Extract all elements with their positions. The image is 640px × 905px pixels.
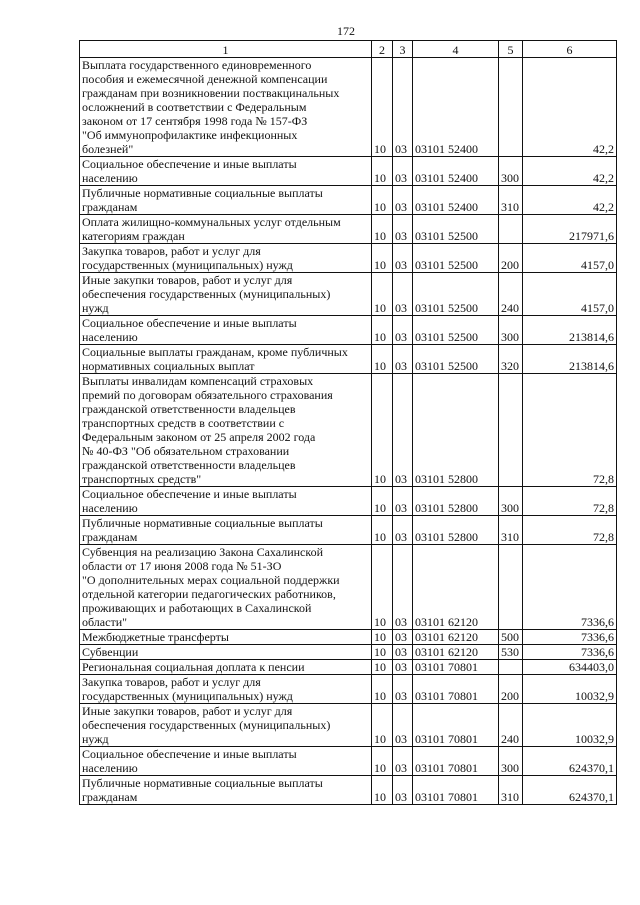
row-subsection: 03 [393, 545, 413, 630]
row-section: 10 [372, 516, 393, 545]
row-name: Социальное обеспечение и иные выплаты населению [80, 487, 372, 516]
row-subsection: 03 [393, 776, 413, 805]
row-name: Публичные нормативные социальные выплаты гражданам [80, 516, 372, 545]
row-subsection: 03 [393, 374, 413, 487]
row-expense-type: 300 [499, 487, 523, 516]
row-amount: 634403,0 [523, 660, 617, 675]
row-section: 10 [372, 660, 393, 675]
row-expense-type [499, 215, 523, 244]
row-expense-type [499, 660, 523, 675]
column-header-expense-type: 5 [499, 41, 523, 58]
row-expense-type: 320 [499, 345, 523, 374]
row-name: Региональная социальная доплата к пенсии [80, 660, 372, 675]
row-expense-type: 310 [499, 516, 523, 545]
row-target-article: 03101 52400 [413, 157, 499, 186]
row-subsection: 03 [393, 345, 413, 374]
row-target-article: 03101 52800 [413, 487, 499, 516]
row-amount: 10032,9 [523, 704, 617, 747]
budget-table [79, 40, 617, 805]
row-target-article: 03101 52500 [413, 215, 499, 244]
column-header-section: 2 [372, 41, 393, 58]
row-expense-type: 200 [499, 675, 523, 704]
row-name: Субвенции [80, 645, 372, 660]
row-name: Социальное обеспечение и иные выплаты населению [80, 157, 372, 186]
table-row [80, 186, 617, 215]
row-name: Выплата государственного единовременного пособия и ежемесячной денежной компенсации гражданам при возникновении поствакцинальных осложнений в соответствии с Федеральным законом от 17 сентября 1998 года № 157-ФЗ "Об иммунопрофилактике инфекционных болезней" [80, 58, 372, 157]
row-subsection: 03 [393, 747, 413, 776]
row-expense-type: 200 [499, 244, 523, 273]
row-subsection: 03 [393, 660, 413, 675]
table-row [80, 645, 617, 660]
row-section: 10 [372, 58, 393, 157]
row-target-article: 03101 70801 [413, 675, 499, 704]
row-section: 10 [372, 273, 393, 316]
table-row [80, 630, 617, 645]
row-expense-type: 310 [499, 776, 523, 805]
row-target-article: 03101 52400 [413, 186, 499, 215]
row-name: Выплаты инвалидам компенсаций страховых премий по договорам обязательного страхования гражданской ответственности владельцев транспортных средств в соответствии с Федеральным законом от 25 апреля 2002 года № 40-ФЗ "Об обязательном страховании гражданской ответственности владельцев транспортных средств" [80, 374, 372, 487]
row-amount: 72,8 [523, 516, 617, 545]
row-expense-type [499, 374, 523, 487]
row-amount: 10032,9 [523, 675, 617, 704]
row-expense-type: 530 [499, 645, 523, 660]
row-section: 10 [372, 747, 393, 776]
row-subsection: 03 [393, 645, 413, 660]
table-row [80, 487, 617, 516]
table-row [80, 374, 617, 487]
row-subsection: 03 [393, 630, 413, 645]
row-name: Межбюджетные трансферты [80, 630, 372, 645]
row-subsection: 03 [393, 58, 413, 157]
row-target-article: 03101 52400 [413, 58, 499, 157]
page-number: 172 [337, 24, 355, 38]
row-subsection: 03 [393, 215, 413, 244]
column-header-name: 1 [80, 41, 372, 58]
row-expense-type: 300 [499, 316, 523, 345]
row-subsection: 03 [393, 244, 413, 273]
row-target-article: 03101 62120 [413, 645, 499, 660]
row-subsection: 03 [393, 273, 413, 316]
row-target-article: 03101 62120 [413, 630, 499, 645]
table-row [80, 244, 617, 273]
row-amount: 7336,6 [523, 545, 617, 630]
row-section: 10 [372, 630, 393, 645]
table-row [80, 660, 617, 675]
row-section: 10 [372, 675, 393, 704]
row-expense-type: 240 [499, 704, 523, 747]
table-row [80, 704, 617, 747]
row-expense-type: 300 [499, 747, 523, 776]
row-amount: 42,2 [523, 58, 617, 157]
row-target-article: 03101 52500 [413, 345, 499, 374]
row-amount: 624370,1 [523, 747, 617, 776]
row-name: Иные закупки товаров, работ и услуг для обеспечения государственных (муниципальных) нужд [80, 704, 372, 747]
row-expense-type: 300 [499, 157, 523, 186]
row-subsection: 03 [393, 675, 413, 704]
row-expense-type: 500 [499, 630, 523, 645]
row-subsection: 03 [393, 157, 413, 186]
row-expense-type [499, 58, 523, 157]
row-amount: 213814,6 [523, 316, 617, 345]
row-subsection: 03 [393, 487, 413, 516]
row-section: 10 [372, 186, 393, 215]
row-section: 10 [372, 215, 393, 244]
table-row [80, 516, 617, 545]
row-target-article: 03101 70801 [413, 747, 499, 776]
row-section: 10 [372, 776, 393, 805]
row-amount: 7336,6 [523, 645, 617, 660]
table-header-row [80, 41, 617, 58]
row-target-article: 03101 62120 [413, 545, 499, 630]
row-amount: 213814,6 [523, 345, 617, 374]
column-header-subsection: 3 [393, 41, 413, 58]
table-row [80, 747, 617, 776]
row-target-article: 03101 52500 [413, 244, 499, 273]
row-name: Закупка товаров, работ и услуг для государственных (муниципальных) нужд [80, 675, 372, 704]
row-section: 10 [372, 704, 393, 747]
row-name: Оплата жилищно-коммунальных услуг отдельным категориям граждан [80, 215, 372, 244]
row-name: Публичные нормативные социальные выплаты гражданам [80, 776, 372, 805]
row-amount: 72,8 [523, 374, 617, 487]
row-name: Публичные нормативные социальные выплаты гражданам [80, 186, 372, 215]
row-section: 10 [372, 645, 393, 660]
row-amount: 624370,1 [523, 776, 617, 805]
table-row [80, 273, 617, 316]
row-subsection: 03 [393, 516, 413, 545]
column-header-amount: 6 [523, 41, 617, 58]
row-name: Иные закупки товаров, работ и услуг для обеспечения государственных (муниципальных) нужд [80, 273, 372, 316]
table-row [80, 215, 617, 244]
row-amount: 7336,6 [523, 630, 617, 645]
row-name: Субвенция на реализацию Закона Сахалинской области от 17 июня 2008 года № 51-ЗО "О дополнительных мерах социальной поддержки отдельной категории педагогических работников, проживающих и работающих в Сахалинской области" [80, 545, 372, 630]
row-amount: 217971,6 [523, 215, 617, 244]
row-amount: 72,8 [523, 487, 617, 516]
table-row [80, 157, 617, 186]
row-amount: 42,2 [523, 157, 617, 186]
table-row [80, 58, 617, 157]
row-section: 10 [372, 374, 393, 487]
row-section: 10 [372, 316, 393, 345]
table-row [80, 675, 617, 704]
row-name: Социальное обеспечение и иные выплаты населению [80, 316, 372, 345]
table-row [80, 345, 617, 374]
table-row [80, 316, 617, 345]
row-section: 10 [372, 545, 393, 630]
row-name: Закупка товаров, работ и услуг для государственных (муниципальных) нужд [80, 244, 372, 273]
row-section: 10 [372, 244, 393, 273]
row-target-article: 03101 52800 [413, 516, 499, 545]
column-header-target-article: 4 [413, 41, 499, 58]
row-target-article: 03101 52800 [413, 374, 499, 487]
row-target-article: 03101 52500 [413, 273, 499, 316]
row-subsection: 03 [393, 316, 413, 345]
row-subsection: 03 [393, 186, 413, 215]
row-target-article: 03101 70801 [413, 660, 499, 675]
row-amount: 4157,0 [523, 244, 617, 273]
table-row [80, 545, 617, 630]
row-expense-type: 240 [499, 273, 523, 316]
row-expense-type: 310 [499, 186, 523, 215]
row-section: 10 [372, 487, 393, 516]
row-expense-type [499, 545, 523, 630]
row-target-article: 03101 70801 [413, 704, 499, 747]
row-name: Социальное обеспечение и иные выплаты населению [80, 747, 372, 776]
row-section: 10 [372, 345, 393, 374]
row-target-article: 03101 52500 [413, 316, 499, 345]
row-amount: 42,2 [523, 186, 617, 215]
row-subsection: 03 [393, 704, 413, 747]
row-target-article: 03101 70801 [413, 776, 499, 805]
row-name: Социальные выплаты гражданам, кроме публичных нормативных социальных выплат [80, 345, 372, 374]
row-amount: 4157,0 [523, 273, 617, 316]
table-row [80, 776, 617, 805]
row-section: 10 [372, 157, 393, 186]
